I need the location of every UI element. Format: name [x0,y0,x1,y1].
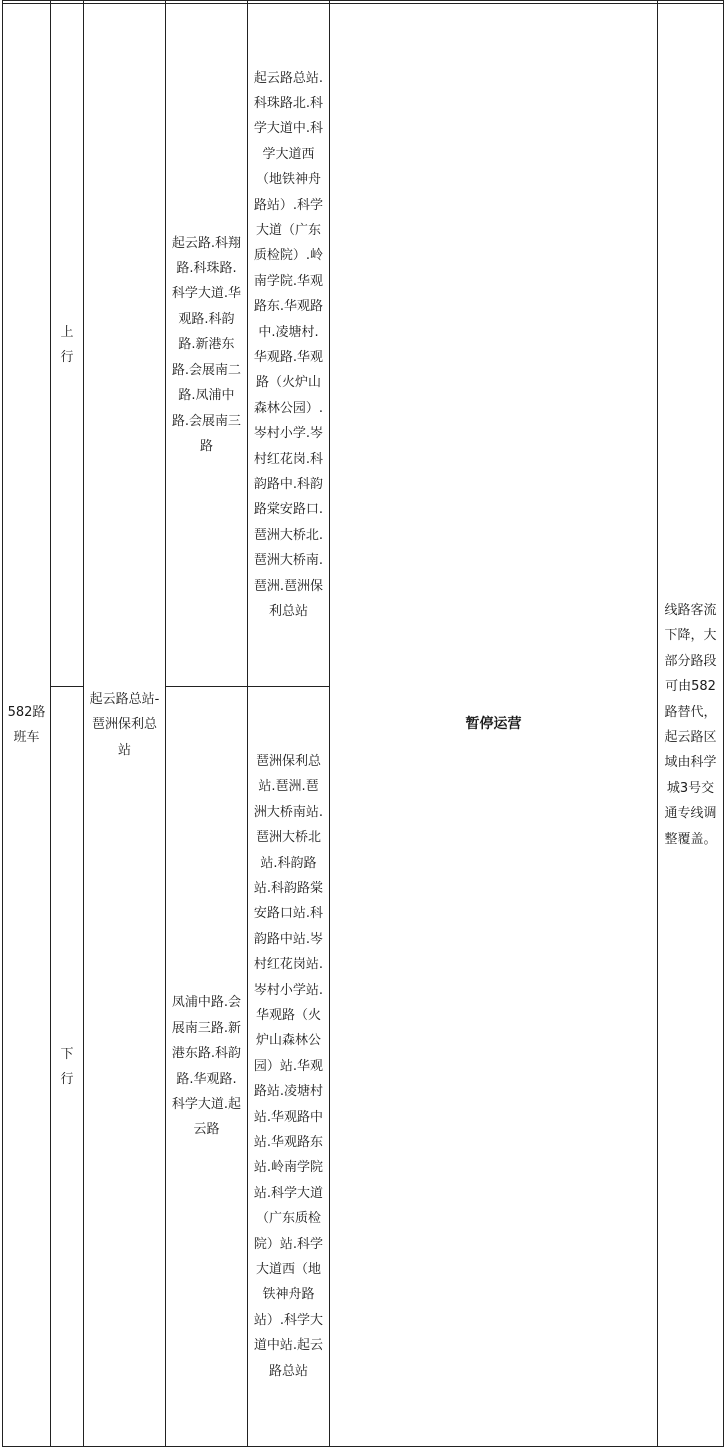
roads-down-cell: 凤浦中路.会展南三路.新港东路.科韵路.华观路.科学大道.起云路 [166,687,248,1447]
route-name-cell: 582路班车 [3,4,51,1447]
stops-down-cell: 琶洲保利总站.琶洲.琶洲大桥南站.琶洲大桥北站.科韵路站.科韵路棠安路口站.科韵路中站.岑村红花岗站.岑村小学站.华观路（火炉山森林公园）站.华观路站.凌塘村站.华观路中站.华观路东站.岭南学院站.科学大道（广东质检院）站.科学大道西（地铁神舟路站）.科学大道中站.起云路总站 [248,687,330,1447]
direction-label-up: 上行 [51,4,84,687]
status-cell: 暂停运营 [330,4,658,1447]
note-cell: 线路客流下降，大部分路段可由582路替代，起云路区域由科学城3号交通专线调整覆盖。 [658,4,724,1447]
direction-label-down: 下行 [51,687,84,1447]
route-table [2,0,724,1447]
stops-up-cell: 起云路总站.科珠路北.科学大道中.科学大道西（地铁神舟路站）.科学大道（广东质检院）.岭南学院.华观路东.华观路中.凌塘村.华观路.华观路（火炉山森林公园）.岑村小学.岑村红花岗.科韵路中.科韵路棠安路口.琶洲大桥北.琶洲大桥南.琶洲.琶洲保利总站 [248,4,330,687]
direction-row-up [3,4,724,687]
roads-up-cell: 起云路.科翔路.科珠路.科学大道.华观路.科韵路.新港东路.会展南二路.凤浦中路.会展南三路 [166,4,248,687]
route-section-cell: 起云路总站-琶洲保利总站 [84,4,166,1447]
